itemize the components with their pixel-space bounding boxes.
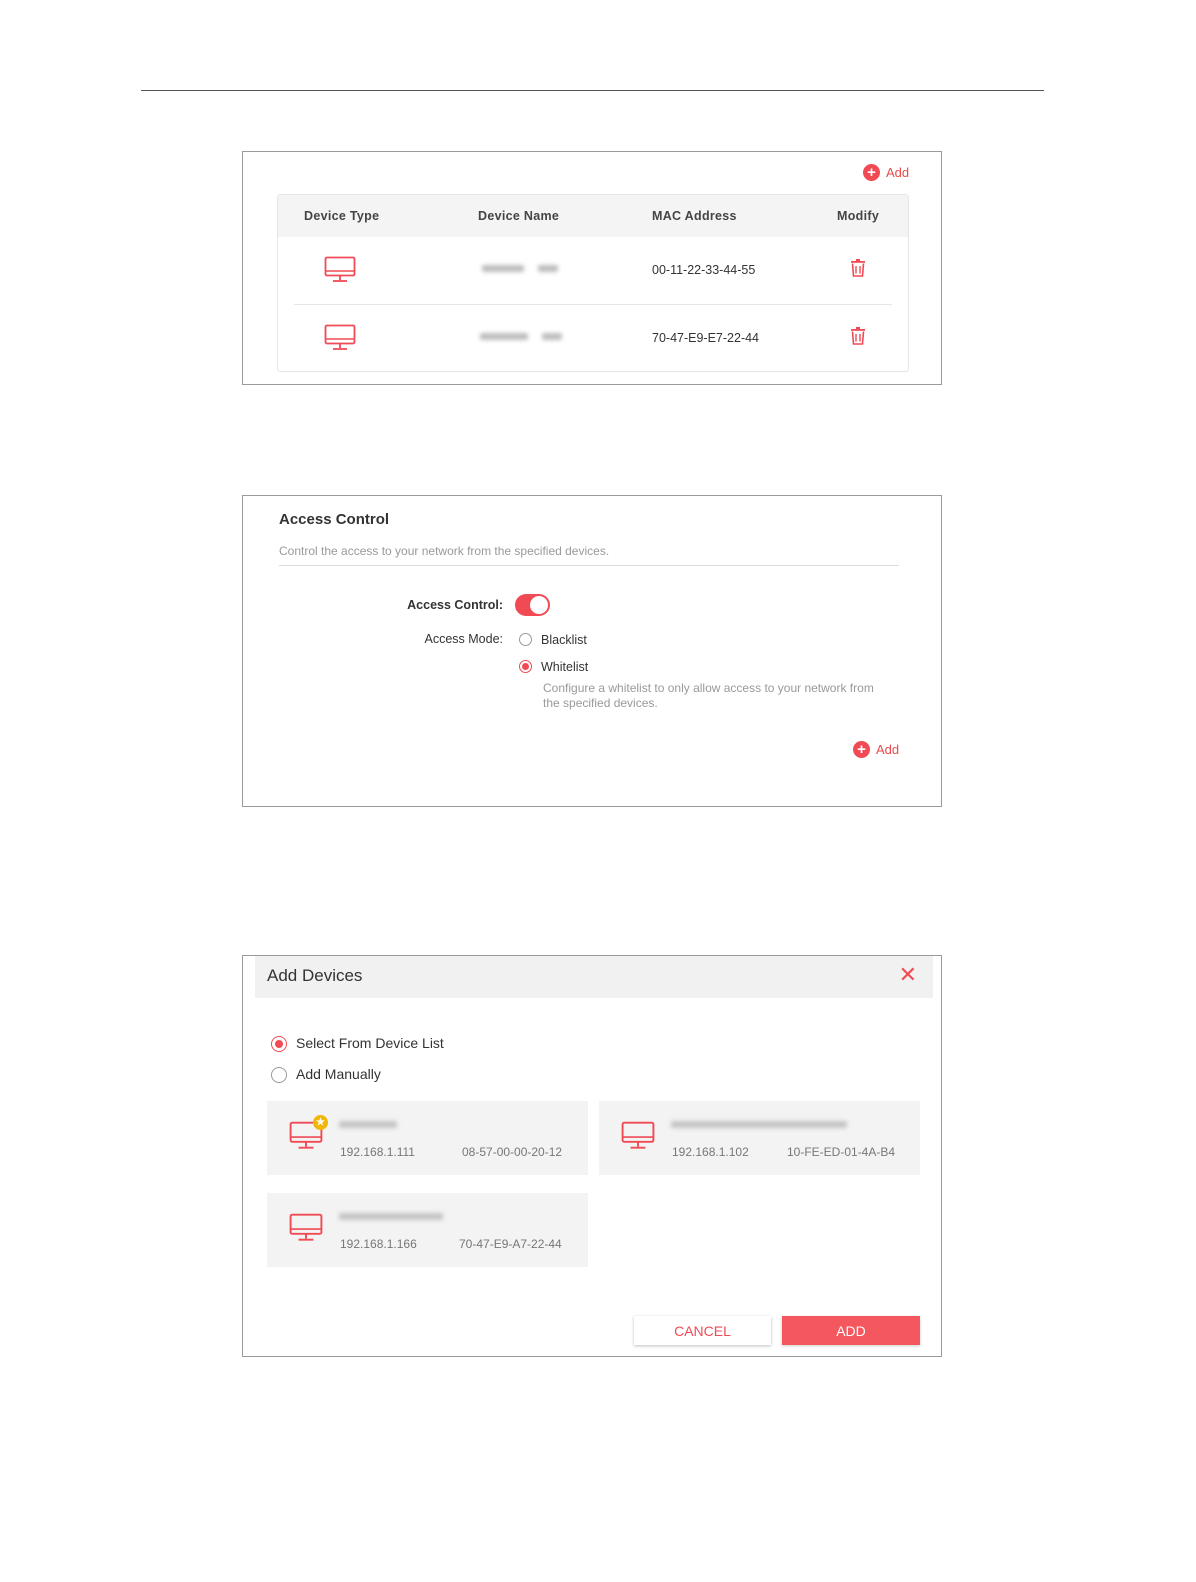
dialog-title: Add Devices [267,966,363,985]
section-title: Access Control [279,511,390,528]
add-manually-label: Add Manually [296,1066,381,1082]
device-mac: 10-FE-ED-01-4A-B4 [787,1145,896,1159]
device-mac: 08-57-00-00-20-12 [462,1145,563,1159]
device-name-blurred [339,1213,443,1220]
mac-value: 70-47-E9-E7-22-44 [652,331,760,345]
device-name-blurred [339,1121,397,1128]
access-mode-label: Access Mode: [424,632,503,646]
device-card[interactable] [267,1193,588,1267]
trash-icon[interactable] [850,259,866,282]
device-name-blurred [671,1121,847,1128]
whitelist-radio[interactable] [519,660,532,673]
mac-value: 00-11-22-33-44-55 [652,263,756,277]
add-manually-radio[interactable] [271,1067,287,1083]
plus-circle-icon: + [853,741,870,758]
add-label: Add [876,742,900,757]
add-whitelist-link[interactable] [853,741,899,758]
access-control-panel [242,495,942,807]
add-device-link[interactable] [863,164,909,181]
add-label: Add [886,165,910,180]
add-devices-dialog [242,955,942,1357]
col-device-type: Device Type [304,209,380,223]
access-control-toggle[interactable] [515,594,550,616]
divider [279,565,899,566]
device-mac: 70-47-E9-A7-22-44 [459,1237,562,1251]
device-table [277,194,909,372]
monitor-icon [621,1121,655,1156]
col-mac-address: MAC Address [652,209,737,223]
dialog-header [255,956,933,998]
select-from-list-radio[interactable] [271,1036,287,1052]
table-header [278,195,908,237]
blacklist-radio[interactable] [519,633,532,646]
table-row [294,306,892,372]
add-button[interactable]: ADD [782,1316,920,1345]
whitelist-description: Configure a whitelist to only allow access to your network from the specified devices. [543,681,874,710]
close-icon[interactable]: ✕ [898,962,917,987]
monitor-icon [324,256,356,289]
device-name-blurred [482,265,558,273]
device-card[interactable] [267,1101,588,1175]
col-device-name: Device Name [478,209,560,223]
section-subtitle: Control the access to your network from the specified devices. [279,544,610,558]
select-from-list-label: Select From Device List [296,1035,444,1051]
blacklist-label: Blacklist [541,633,587,647]
device-name-blurred [480,333,562,341]
monitor-icon [289,1213,323,1248]
plus-circle-icon: + [863,164,880,181]
device-card[interactable] [599,1101,920,1175]
col-modify: Modify [837,209,880,223]
trash-icon[interactable] [850,327,866,350]
device-table-panel [242,151,942,385]
access-control-label: Access Control: [407,598,503,612]
page-top-rule [141,90,1044,91]
device-ip: 192.168.1.166 [340,1237,417,1251]
whitelist-label: Whitelist [541,660,589,674]
device-ip: 192.168.1.102 [672,1145,749,1159]
star-badge-icon: ★ [313,1115,328,1130]
device-ip: 192.168.1.111 [340,1145,415,1159]
monitor-icon [324,324,356,357]
cancel-button[interactable]: CANCEL [634,1316,771,1345]
table-row [294,238,892,305]
